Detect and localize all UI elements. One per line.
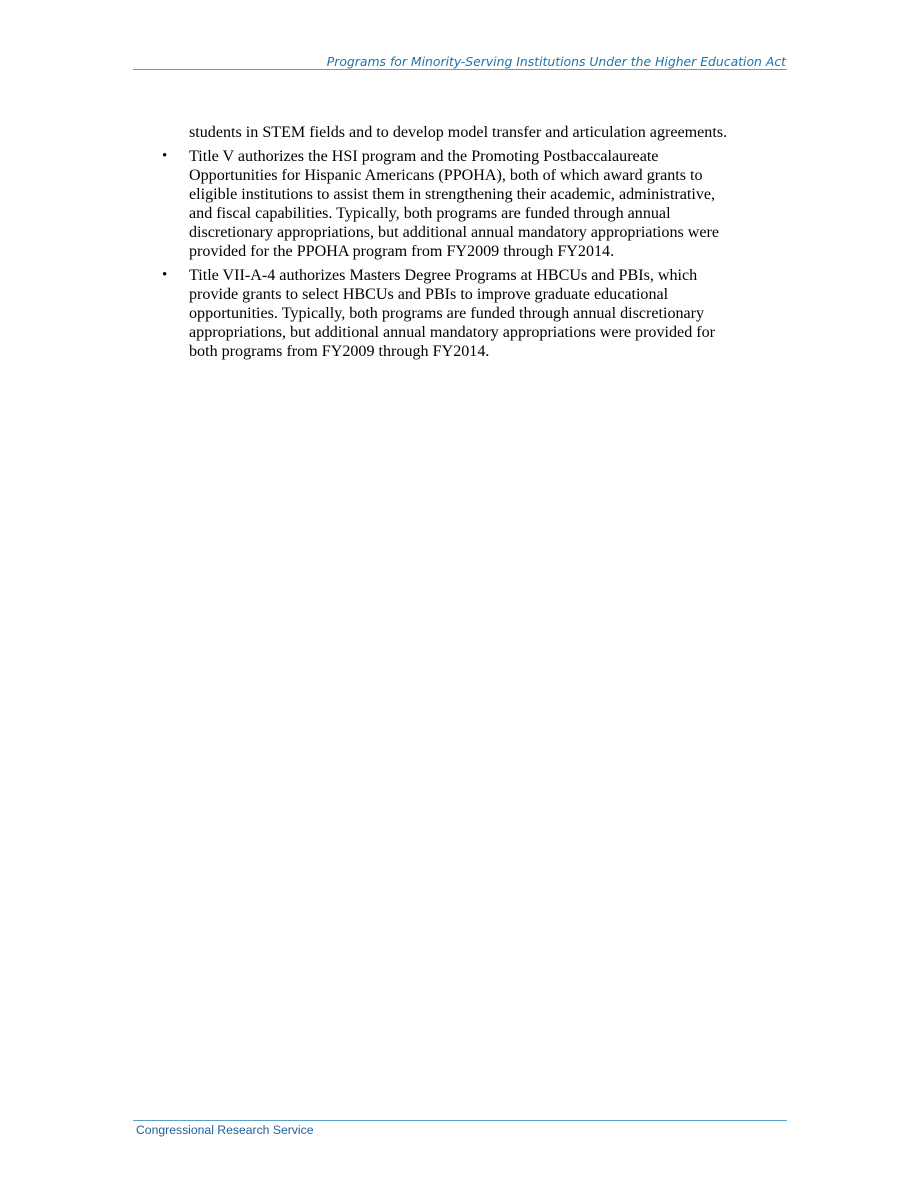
header-divider [133,69,787,70]
footer-source: Congressional Research Service [136,1123,314,1137]
bullet-icon: • [162,148,168,164]
bullet-list [162,147,739,361]
list-item [162,147,739,261]
list-item [162,266,739,361]
page-body [162,123,739,366]
footer-divider [133,1120,787,1121]
bullet-icon: • [162,267,168,283]
running-header-title: Programs for Minority-Serving Institutions Under the Higher Education Act [326,54,786,69]
bullet-text: Title V authorizes the HSI program and the Promoting Postbaccalaureate Opportunities for Hispanic Americans (PPOHA), both of which award grants to eligible institutions to assist them in strengthening their academic, administrative, and fiscal capabilities. Typically, both programs are funded through annual discretionary appropriations, but additional annual mandatory appropriations were provided for the PPOHA program from FY2009 through FY2014. [189,148,720,260]
continued-paragraph: students in STEM fields and to develop model transfer and articulation agreements. [189,124,728,141]
bullet-text: Title VII-A-4 authorizes Masters Degree Programs at HBCUs and PBIs, which provide grants to select HBCUs and PBIs to improve graduate educational opportunities. Typically, both programs are funded through annual discretionary appropriations, but additional annual mandatory appropriations were provided for both programs from FY2009 through FY2014. [189,267,716,360]
